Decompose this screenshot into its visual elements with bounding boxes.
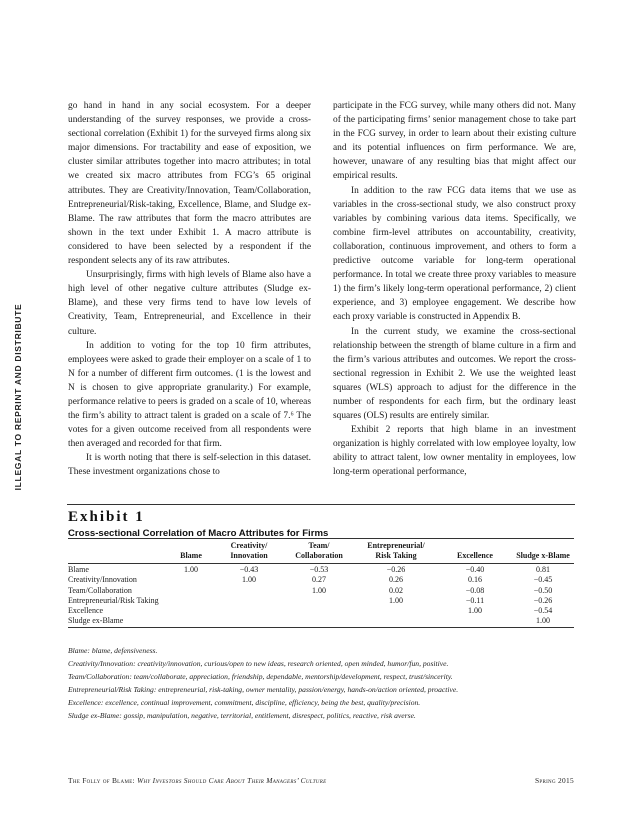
table-cell [284,606,354,616]
table-cell: 0.81 [512,564,574,576]
note-line: Excellence: excellence, continual improvement, commitment, discipline, efficiency, being the best, quality/precision. [68,698,421,708]
table-cell: −0.54 [533,606,553,616]
footer-title-prefix: The Folly of Blame: [68,776,138,785]
row-label: Blame [68,564,168,576]
note-line: Entrepreneurial/Risk Taking: entrepreneurial, risk-taking, owner mentality, passion/energy, hands-on/action oriented, proactive. [68,685,459,695]
footer-title-subtitle: Why Investors Should Care About Their Managers’ Culture [137,776,327,785]
exhibit-label: Exhibit 1 [68,509,145,525]
table-cell: −0.26 [533,595,553,605]
table-cell: 1.00 [389,595,403,605]
column-header: Creativity/ Innovation [214,539,284,564]
table-header-row [68,539,574,564]
column-header: Excellence [438,539,512,564]
table-cell [168,575,214,585]
side-watermark-text: ILLEGAL TO REPRINT AND DISTRIBUTE [13,303,23,491]
table-row [68,596,574,606]
table-row [68,564,574,576]
table-cell [284,616,354,628]
row-label: Creativity/Innovation [68,575,137,585]
column-header [68,539,168,564]
column-header: Entrepreneurial/ Risk Taking [354,539,438,564]
table-cell: −0.08 [465,585,485,595]
table-cell: 0.16 [468,575,482,585]
table-cell: 0.27 [312,575,326,585]
paragraph: It is worth noting that there is self-selection in this dataset. These investment organizations chose to [68,453,311,478]
row-label: Excellence [68,606,104,616]
exhibit-top-rule [67,504,575,505]
row-label: Sludge ex-Blame [68,616,168,628]
paragraph: go hand in hand in any social ecosystem. For a deeper understanding of the survey responses, we provide a cross-sectional correlation (Exhibit 1) for the surveyed firms along six major dimensions. For tractability and ease of exposition, we cluster similar attributes together into macro attributes; in total we created six macro attributes from FCG’s 65 original attributes. They are Creativity/Innovation, Team/Collaboration, Entrepreneurial/Risk-taking, Excellence, Blame, and Sludge ex-Blame. The raw attributes that form the macro attributes are shown in the text under Exhibit 1. A macro attribute is considered to have been selected by a respondent if the respondent selects any of its raw attributes. [68,101,311,267]
table-cell [168,606,214,616]
exhibit-title: Cross-sectional Correlation of Macro Attributes for Firms [68,528,329,539]
footer-issue: Spring 2015 [534,776,574,785]
table-cell: 1.00 [168,564,214,576]
table-cell: 0.02 [389,585,403,595]
left-text-column [68,99,311,480]
note-line: Creativity/Innovation: creativity/innovation, curious/open to new ideas, research oriented, open minded, humor/fun, positive. [68,659,449,669]
table-cell: 0.26 [389,575,403,585]
table-cell [354,606,438,616]
column-header: Sludge x-Blame [512,539,574,564]
table-cell [168,596,214,606]
table-cell [214,616,284,628]
note-line: Sludge ex-Blame: gossip, manipulation, negative, territorial, entitlement, disrespect, politics, reactive, risk averse. [68,711,416,721]
table-cell: −0.53 [284,564,354,576]
paragraph: In addition to the raw FCG data items that we use as variables in the cross-sectional study, we also construct proxy variables by combining various data items. Specifically, we combine firm-level attributes on accountability, creativity, collaboration, continuous improvement, and others to form a predictive outcome variable for long-term operational performance. In total we create three proxy variables to measure 1) the firm’s likely long-term operational performance, 2) client experience, and 3) employee engagement. We describe how each proxy variable is constructed in Appendix B. [333,185,576,323]
exhibit-notes [68,644,588,723]
table-cell: −0.26 [354,564,438,576]
table-cell: 1.00 [312,585,326,595]
table-row [68,606,574,616]
table-cell: −0.11 [465,595,485,605]
table-cell: −0.40 [438,564,512,576]
table-cell [168,586,214,596]
table-cell [168,616,214,628]
table-cell [438,616,512,628]
column-header: Blame [168,539,214,564]
right-text-column [333,99,576,480]
note-line: Team/Collaboration: team/collaborate, appreciation, friendship, dependable, mentorship/development, respect, trust/sincerity. [68,672,453,682]
row-label: Team/Collaboration [68,585,132,595]
footer-article-title [68,776,326,785]
table-cell: −0.45 [533,575,553,585]
table-cell [354,616,438,628]
table-cell: 1.00 [242,575,256,585]
table-cell: 1.00 [512,616,574,628]
table-cell: −0.43 [214,564,284,576]
row-label: Entrepreneurial/Risk Taking [68,595,159,605]
table-cell: 1.00 [468,606,482,616]
table-cell [214,586,284,596]
paragraph: participate in the FCG survey, while many others did not. Many of the participating firms’ senior management chose to take part in the FCG survey, in order to learn about their existing culture and its potential influences on firm performance. We are, however, unaware of any resulting bias that might affect our empirical results. [333,101,576,182]
paragraph: In the current study, we examine the cross-sectional relationship between the strength of blame culture in a firm and the firm’s various attributes and outcomes. We report the cross-sectional regression in Exhibit 2. We use the weighted least squares (WLS) approach to adjust for the difference in the number of respondents for each firm, but the ordinary least squares (OLS) results are entirely similar. [333,326,576,422]
table-cell [284,596,354,606]
correlation-table [68,538,574,628]
note-line: Blame: blame, defensiveness. [68,646,158,655]
table-row [68,586,574,596]
table-cell [214,606,284,616]
paragraph: Unsurprisingly, firms with high levels of Blame also have a high level of other negative culture attributes (Sludge ex-Blame), and these very firms tend to have low levels of Creativity, Team, Entrepreneurial, and Excellence in their culture. [68,270,311,337]
table-row [68,616,574,628]
table-body [68,564,574,628]
paragraph: Exhibit 2 reports that high blame in an investment organization is highly correlated with low employee loyalty, low ability to attract talent, low owner mentality in employees, low long-term operational performance, [333,425,576,478]
table-row [68,575,574,585]
table-cell [214,596,284,606]
paragraph: In addition to voting for the top 10 firm attributes, employees were asked to grade their employer on a scale of 1 to N for a number of different firm outcomes. (1 is the lowest and N is chosen to give appropriate granularity.) For example, performance relative to peers is graded on a scale of 10, whereas the firm’s ability to attract talent is graded on a scale of 7.⁶ The votes for a given outcome received from all respondents were then averaged and recorded for that firm. [68,340,311,450]
column-header: Team/ Collaboration [284,539,354,564]
table-cell: −0.50 [533,585,553,595]
